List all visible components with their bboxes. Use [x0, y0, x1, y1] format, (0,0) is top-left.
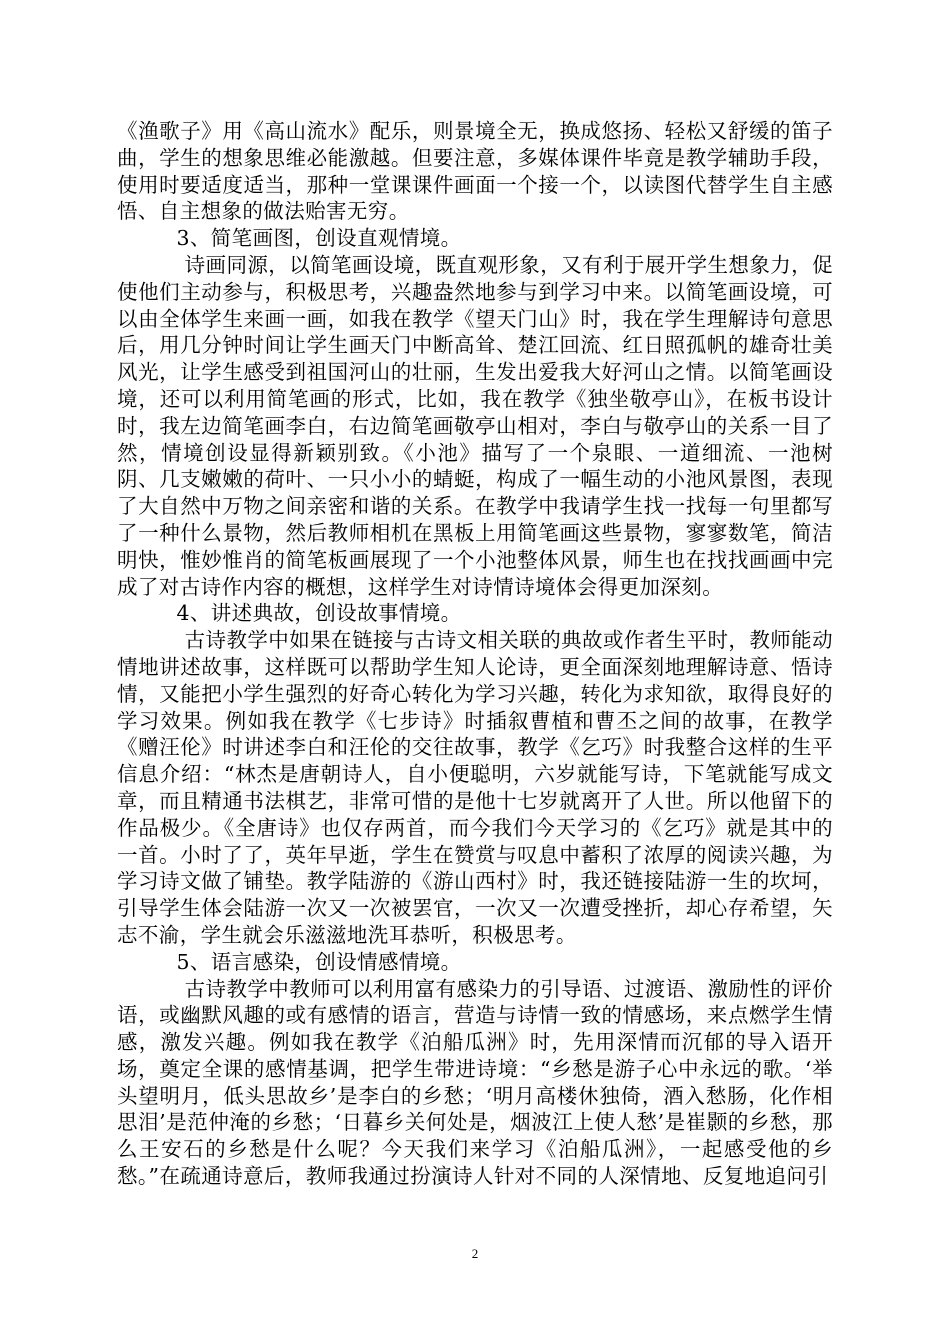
- document-body: [117, 118, 833, 1190]
- page-number: 2: [471, 1246, 479, 1261]
- paragraph-sketch: 诗画同源，以简笔画设境，既直观形象，又有利于展开学生想象力，促使他们主动参与，积极思考，兴趣盎然地参与到学习中来。以简笔画设境，可以由全体学生来画一画，如我在教学《望天门山》时，我在学生理解诗句意思后，用几分钟时间让学生画天门中断高耸、楚江回流、红日照孤帆的雄奇壮美风光，让学生感受到祖国河山的壮丽，生发出爱我大好河山之情。以简笔画设境，还可以利用简笔画的形式，比如，我在教学《独坐敬亭山》，在板书设计时，我左边简笔画李白，右边简笔画敬亭山相对，李白与敬亭山的关系一目了然，情境创设显得新颖别致。《小池》描写了一个泉眼、一道细流、一池树阴、几支嫩嫩的荷叶、一只小小的蜻蜓，构成了一幅生动的小池风景图，表现了大自然中万物之间亲密和谐的关系。在教学中我请学生找一找每一句里都写了一种什么景物，然后教师相机在黑板上用简笔画这些景物，寥寥数笔，简洁明快，惟妙惟肖的简笔板画展现了一个小池整体风景，师生也在找找画画中完成了对古诗作内容的概想，这样学生对诗情诗境体会得更加深刻。: [117, 252, 833, 599]
- section-heading-3: 3、简笔画图，创设直观情境。: [176, 226, 462, 251]
- paragraph-continued: 《渔歌子》用《高山流水》配乐，则景境全无，换成悠扬、轻松又舒缓的笛子曲，学生的想象思维必能激越。但要注意，多媒体课件毕竟是教学辅助手段，使用时要适度适当，那种一堂课课件画面一个接一个，以读图代替学生自主感悟、自主想象的做法贻害无穷。: [117, 119, 833, 224]
- section-heading-4: 4、讲述典故，创设故事情境。: [176, 601, 462, 626]
- section-heading-5: 5、语言感染，创设情感情境。: [176, 949, 462, 974]
- paragraph-language: 古诗教学中教师可以利用富有感染力的引导语、过渡语、激励性的评价语，或幽默风趣的或有感情的语言，营造与诗情一致的情感场，来点燃学生情感，激发兴趣。例如我在教学《泊船瓜洲》时，先用深情而沉郁的导入语开场，奠定全课的感情基调，把学生带进诗境：“乡愁是游子心中永远的歌。‘举头望明月，低头思故乡’是李白的乡愁；‘明月高楼休独倚，酒入愁肠，化作相思泪’是范仲淹的乡愁；‘日暮乡关何处是，烟波江上使人愁’是崔颢的乡愁，那么王安石的乡愁是什么呢？今天我们来学习《泊船瓜洲》，一起感受他的乡愁。”在疏通诗意后，教师我通过扮演诗人针对不同的人深情地、反复地追问引: [117, 976, 833, 1189]
- paragraph-story: 古诗教学中如果在链接与古诗文相关联的典故或作者生平时，教师能动情地讲述故事，这样既可以帮助学生知人论诗，更全面深刻地理解诗意、悟诗情，又能把小学生强烈的好奇心转化为学习兴趣，转化为求知欲，取得良好的学习效果。例如我在教学《七步诗》时插叙曹植和曹丕之间的故事，在教学《赠汪伦》时讲述李白和汪伦的交往故事，教学《乞巧》时我整合这样的生平信息介绍：“林杰是唐朝诗人，自小便聪明，六岁就能写诗，下笔就能写成文章，而且精通书法棋艺，非常可惜的是他十七岁就离开了人世。所以他留下的作品极少。《全唐诗》也仅存两首，而今我们今天学习的《乞巧》就是其中的一首。小时了了，英年早逝，学生在赞赏与叹息中蓄积了浓厚的阅读兴趣，为学习诗文做了铺垫。教学陆游的《游山西村》时，我还链接陆游一生的坎坷，引导学生体会陆游一次又一次被罢官，一次又一次遭受挫折，却心存希望，矢志不渝，学生就会乐滋滋地洗耳恭听，积极思考。: [117, 628, 833, 947]
